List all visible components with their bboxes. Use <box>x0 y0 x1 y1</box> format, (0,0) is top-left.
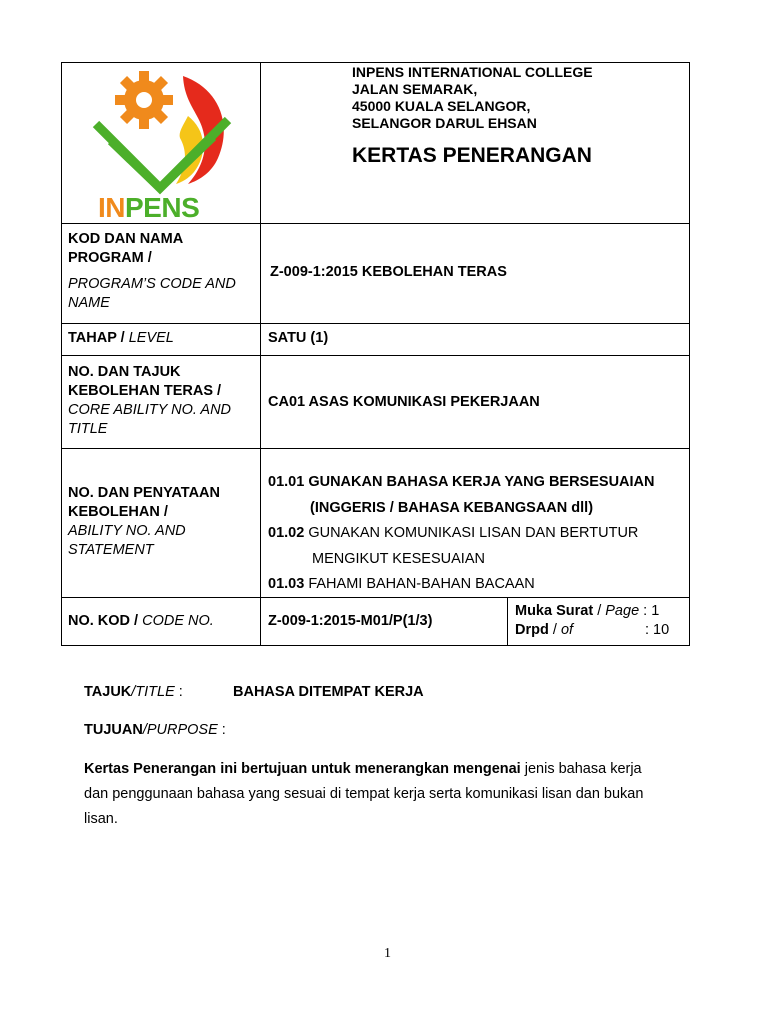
logo-wordmark <box>98 192 199 224</box>
core-ability-label <box>68 363 231 439</box>
paragraph-bold: Kertas Penerangan ini bertujuan untuk menerangkan mengenai <box>84 761 521 777</box>
table-row-divider <box>61 355 690 356</box>
paragraph-text: jenis bahasa kerja <box>520 761 642 777</box>
ability-item <box>268 572 688 598</box>
label-text: of <box>560 622 574 638</box>
address-line: JALAN SEMARAK, <box>352 81 478 97</box>
level-value: SATU (1) <box>268 330 329 346</box>
label-text: TAHAP / <box>68 330 125 346</box>
inpens-logo <box>88 68 238 224</box>
label-text: NAME <box>68 295 110 311</box>
college-address <box>352 64 593 132</box>
table-row-divider <box>61 448 690 449</box>
table-row-divider <box>61 323 690 324</box>
ability-item: 01.01 GUNAKAN BAHASA KERJA YANG BERSESUAIAN <box>268 474 655 490</box>
ability-item-continued: (INGGERIS / BAHASA KEBANGSAAN dll) <box>310 499 594 516</box>
label-text: STATEMENT <box>68 542 154 558</box>
total-pages <box>515 621 685 640</box>
address-line: 45000 KUALA SELANGOR, <box>352 98 531 114</box>
program-value: Z-009-1:2015 KEBOLEHAN TERAS <box>270 264 507 280</box>
code-label <box>68 612 214 631</box>
page-number: 1 <box>384 946 391 961</box>
label-text: Page <box>605 603 640 619</box>
label-text: NO. KOD / <box>68 613 139 629</box>
level-label <box>68 329 174 348</box>
label-text: KEBOLEHAN / <box>68 504 168 520</box>
logo-text-pens: PENS <box>125 192 200 223</box>
core-ability-value: CA01 ASAS KOMUNIKASI PEKERJAAN <box>268 394 540 410</box>
ability-item-continued: MENGIKUT KESESUAIAN <box>312 550 485 567</box>
label-text: TITLE <box>68 421 108 437</box>
label-text: /PURPOSE <box>142 722 218 738</box>
title-label <box>84 683 183 702</box>
label-text: TUJUAN <box>84 722 143 738</box>
label-text: Muka Surat <box>515 603 594 619</box>
logo-text-in: IN <box>98 192 125 223</box>
purpose-paragraph <box>84 757 694 832</box>
ability-label <box>68 484 220 560</box>
label-text: NO. DAN PENYATAAN <box>68 485 220 501</box>
table-border-right <box>689 62 690 646</box>
table-column-divider <box>260 62 261 646</box>
label-text: CORE ABILITY NO. AND <box>68 402 232 418</box>
ability-item <box>268 521 688 547</box>
label-text: KOD DAN NAMA <box>68 231 184 247</box>
label-text: PROGRAM’S CODE AND <box>68 276 236 292</box>
label-text: : <box>174 684 183 700</box>
page-count <box>515 602 685 621</box>
purpose-label <box>84 721 226 740</box>
label-text: TAJUK <box>84 684 132 700</box>
college-name: INPENS INTERNATIONAL COLLEGE <box>352 64 593 80</box>
ability-text: GUNAKAN KOMUNIKASI LISAN DAN BERTUTUR <box>304 525 639 541</box>
ability-number: 01.02 <box>268 525 305 541</box>
label-text: PROGRAM / <box>68 250 152 266</box>
table-border-bottom <box>61 645 690 646</box>
label-text: CODE NO. <box>142 613 214 629</box>
program-label <box>68 230 236 313</box>
page-info <box>515 602 685 640</box>
total-value: : 10 <box>645 622 670 638</box>
code-value: Z-009-1:2015-M01/P(1/3) <box>268 613 433 629</box>
paragraph-line: dan penggunaan bahasa yang sesuai di tempat kerja serta komunikasi lisan dan bukan <box>84 786 644 802</box>
table-border-left <box>61 62 62 646</box>
document-title: KERTAS PENERANGAN <box>352 144 592 167</box>
label-text: : <box>217 722 226 738</box>
title-value: BAHASA DITEMPAT KERJA <box>233 684 424 700</box>
ability-statements <box>268 470 688 598</box>
paragraph-line: lisan. <box>84 811 118 827</box>
label-text: ABILITY NO. AND <box>68 523 186 539</box>
label-text: / <box>593 603 606 619</box>
ability-number: 01.03 <box>268 576 305 592</box>
page-value: : 1 <box>643 603 660 619</box>
label-text: /TITLE <box>131 684 175 700</box>
label-text: LEVEL <box>128 330 174 346</box>
label-text: KEBOLEHAN TERAS / <box>68 383 222 399</box>
paragraph-line <box>84 757 694 782</box>
table-border-top <box>61 62 690 63</box>
address-line: SELANGOR DARUL EHSAN <box>352 115 537 131</box>
code-row-divider <box>507 597 508 646</box>
label-text: NO. DAN TAJUK <box>68 364 181 380</box>
label-text: / <box>548 622 561 638</box>
ability-text: FAHAMI BAHAN-BAHAN BACAAN <box>304 576 535 592</box>
label-text: Drpd <box>515 622 549 638</box>
